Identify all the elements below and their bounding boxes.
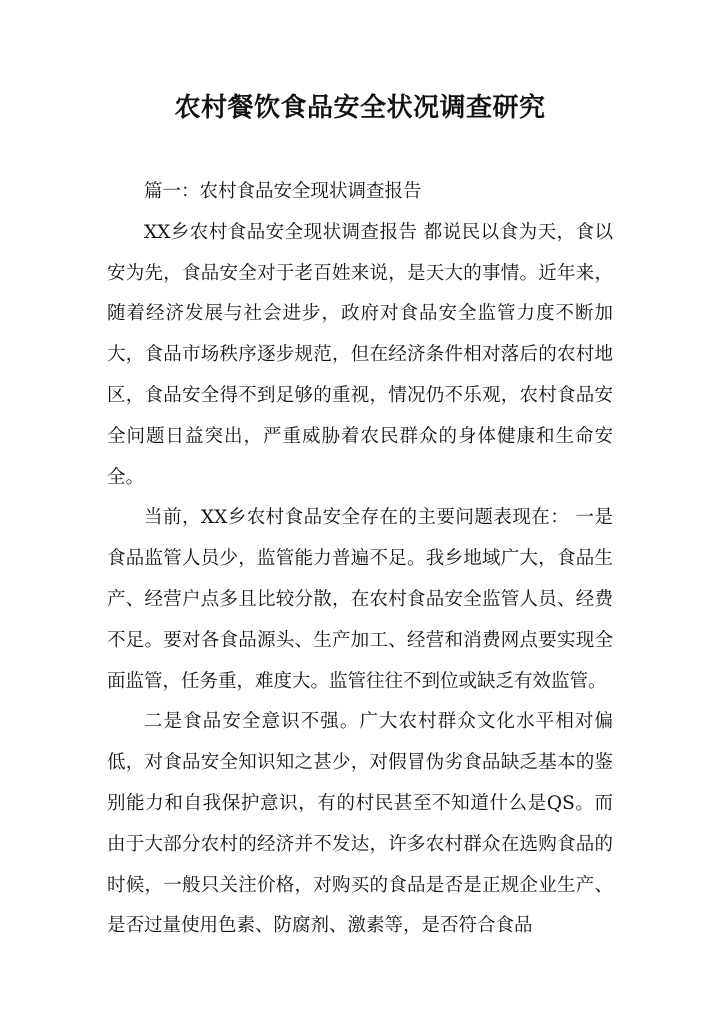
paragraph-intro: XX乡农村食品安全现状调查报告 都说民以食为天，食以安为先，食品安全对于老百姓来说，是天大的事情。近年来，随着经济发展与社会进步，政府对食品安全监管力度不断加大，食品市场秩序逐步规范，但在经济条件相对落后的农村地区，食品安全得不到足够的重视，情况仍不乐观，农村食品安全问题日益突出，严重威胁着农民群众的身体健康和生命安全。 <box>107 221 613 488</box>
section-heading: 篇一：农村食品安全现状调查报告 <box>144 181 422 202</box>
paragraph-problem-one: 当前，XX乡农村食品安全存在的主要问题表现在： 一是食品监管人员少，监管能力普遍不足。我乡地域广大，食品生产、经营户点多且比较分散，在农村食品安全监管人员、经费不足。要对各食品源头、生产加工、经营和消费网点要实现全面监管，任务重，难度大。监管往往不到位或缺乏有效监管。 <box>107 507 613 692</box>
document-title: 农村餐饮食品安全状况调查研究 <box>174 93 546 123</box>
paragraph-problem-two: 二是食品安全意识不强。广大农村群众文化水平相对偏低，对食品安全知识知之甚少，对假冒伪劣食品缺乏基本的鉴别能力和自我保护意识，有的村民甚至不知道什么是QS。而由于大部分农村的经济并不发达，许多农村群众在选购食品的时候，一般只关注价格，对购买的食品是否是正规企业生产、是否过量使用色素、防腐剂、激素等，是否符合食品 <box>107 711 613 937</box>
document-body <box>107 172 613 947</box>
